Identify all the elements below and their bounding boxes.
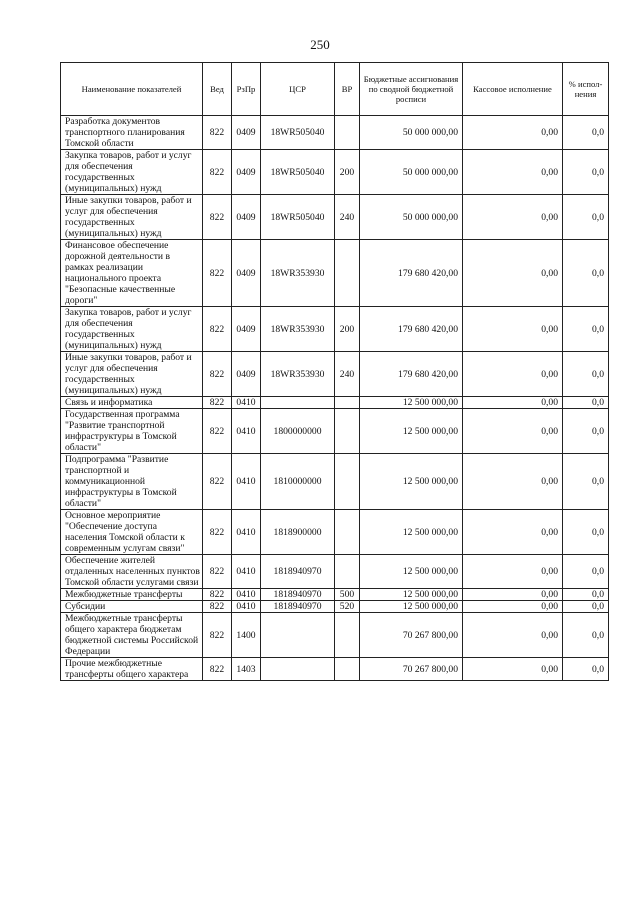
cell-vr — [335, 409, 360, 454]
cell-execution: 0,00 — [463, 307, 563, 352]
cell-csr: 1818900000 — [261, 510, 335, 555]
cell-ved: 822 — [203, 240, 232, 307]
table-row — [61, 195, 609, 240]
cell-percent: 0,0 — [563, 409, 609, 454]
cell-name: Иные закупки товаров, работ и услуг для обеспечения государственных (муниципальных) нужд — [61, 195, 203, 240]
cell-ved: 822 — [203, 613, 232, 658]
cell-execution: 0,00 — [463, 352, 563, 397]
cell-rzpr: 0409 — [232, 195, 261, 240]
cell-name: Закупка товаров, работ и услуг для обеспечения государственных (муниципальных) нужд — [61, 150, 203, 195]
cell-name: Финансовое обеспечение дорожной деятельности в рамках реализации национального проекта "Безопасные качественные дороги" — [61, 240, 203, 307]
cell-csr: 1800000000 — [261, 409, 335, 454]
cell-execution: 0,00 — [463, 613, 563, 658]
cell-assignments: 12 500 000,00 — [360, 397, 463, 409]
cell-csr: 1818940970 — [261, 555, 335, 589]
cell-execution: 0,00 — [463, 658, 563, 681]
cell-assignments: 50 000 000,00 — [360, 116, 463, 150]
cell-percent: 0,0 — [563, 454, 609, 510]
cell-assignments: 50 000 000,00 — [360, 195, 463, 240]
cell-name: Разработка документов транспортного планирования Томской области — [61, 116, 203, 150]
header-execution: Кассовое исполнение — [463, 63, 563, 116]
cell-vr — [335, 658, 360, 681]
cell-rzpr: 0409 — [232, 150, 261, 195]
cell-percent: 0,0 — [563, 601, 609, 613]
cell-csr — [261, 658, 335, 681]
cell-percent: 0,0 — [563, 613, 609, 658]
cell-execution: 0,00 — [463, 589, 563, 601]
cell-name: Закупка товаров, работ и услуг для обеспечения государственных (муниципальных) нужд — [61, 307, 203, 352]
cell-rzpr: 0409 — [232, 352, 261, 397]
cell-ved: 822 — [203, 510, 232, 555]
cell-assignments: 12 500 000,00 — [360, 409, 463, 454]
table-row — [61, 454, 609, 510]
cell-rzpr: 1403 — [232, 658, 261, 681]
cell-ved: 822 — [203, 454, 232, 510]
cell-rzpr: 0410 — [232, 555, 261, 589]
cell-execution: 0,00 — [463, 510, 563, 555]
cell-rzpr: 0409 — [232, 240, 261, 307]
table-row — [61, 116, 609, 150]
cell-execution: 0,00 — [463, 555, 563, 589]
cell-rzpr: 0409 — [232, 307, 261, 352]
cell-assignments: 12 500 000,00 — [360, 555, 463, 589]
cell-vr — [335, 240, 360, 307]
cell-percent: 0,0 — [563, 397, 609, 409]
cell-csr: 1810000000 — [261, 454, 335, 510]
header-ved: Вед — [203, 63, 232, 116]
cell-percent: 0,0 — [563, 240, 609, 307]
table-body — [61, 116, 609, 681]
cell-assignments: 12 500 000,00 — [360, 589, 463, 601]
cell-name: Межбюджетные трансферты — [61, 589, 203, 601]
cell-rzpr: 0410 — [232, 454, 261, 510]
cell-rzpr: 0410 — [232, 409, 261, 454]
cell-percent: 0,0 — [563, 510, 609, 555]
cell-name: Основное мероприятие "Обеспечение доступа населения Томской области к современным услугам связи" — [61, 510, 203, 555]
cell-assignments: 12 500 000,00 — [360, 454, 463, 510]
table-row — [61, 589, 609, 601]
table-row — [61, 613, 609, 658]
cell-percent: 0,0 — [563, 555, 609, 589]
cell-assignments: 179 680 420,00 — [360, 240, 463, 307]
table-row — [61, 409, 609, 454]
cell-execution: 0,00 — [463, 240, 563, 307]
cell-name: Прочие межбюджетные трансферты общего характера — [61, 658, 203, 681]
cell-percent: 0,0 — [563, 589, 609, 601]
cell-name: Субсидии — [61, 601, 203, 613]
cell-csr: 1818940970 — [261, 589, 335, 601]
cell-name: Связь и информатика — [61, 397, 203, 409]
cell-assignments: 70 267 800,00 — [360, 658, 463, 681]
cell-name: Государственная программа "Развитие транспортной инфраструктуры в Томской области" — [61, 409, 203, 454]
cell-ved: 822 — [203, 555, 232, 589]
cell-assignments: 70 267 800,00 — [360, 613, 463, 658]
cell-ved: 822 — [203, 352, 232, 397]
cell-ved: 822 — [203, 397, 232, 409]
cell-name: Подпрограмма "Развитие транспортной и коммуникационной инфраструктуры в Томской области" — [61, 454, 203, 510]
cell-ved: 822 — [203, 409, 232, 454]
cell-percent: 0,0 — [563, 150, 609, 195]
cell-ved: 822 — [203, 658, 232, 681]
cell-csr: 18WR353930 — [261, 240, 335, 307]
cell-execution: 0,00 — [463, 409, 563, 454]
cell-rzpr: 1400 — [232, 613, 261, 658]
cell-csr: 18WR353930 — [261, 307, 335, 352]
cell-assignments: 179 680 420,00 — [360, 352, 463, 397]
cell-vr — [335, 397, 360, 409]
cell-execution: 0,00 — [463, 397, 563, 409]
cell-assignments: 12 500 000,00 — [360, 510, 463, 555]
budget-table — [60, 62, 609, 681]
cell-csr: 18WR353930 — [261, 352, 335, 397]
cell-vr: 500 — [335, 589, 360, 601]
cell-vr: 520 — [335, 601, 360, 613]
table-row — [61, 150, 609, 195]
cell-vr — [335, 454, 360, 510]
cell-csr: 1818940970 — [261, 601, 335, 613]
cell-percent: 0,0 — [563, 116, 609, 150]
page-number: 250 — [310, 37, 330, 52]
cell-ved: 822 — [203, 589, 232, 601]
header-rzpr: РзПр — [232, 63, 261, 116]
cell-name: Обеспечение жителей отдаленных населенных пунктов Томской области услугами связи — [61, 555, 203, 589]
cell-name: Межбюджетные трансферты общего характера бюджетам бюджетной системы Российской Федерации — [61, 613, 203, 658]
cell-vr: 240 — [335, 195, 360, 240]
cell-csr: 18WR505040 — [261, 195, 335, 240]
table-row — [61, 658, 609, 681]
cell-vr — [335, 555, 360, 589]
header-assignments: Бюджетные ассигнования по сводной бюджетной росписи — [360, 63, 463, 116]
cell-csr — [261, 613, 335, 658]
header-csr: ЦСР — [261, 63, 335, 116]
cell-name: Иные закупки товаров, работ и услуг для обеспечения государственных (муниципальных) нужд — [61, 352, 203, 397]
table-row — [61, 510, 609, 555]
cell-vr: 200 — [335, 307, 360, 352]
cell-csr — [261, 397, 335, 409]
table-row — [61, 601, 609, 613]
cell-execution: 0,00 — [463, 150, 563, 195]
cell-assignments: 50 000 000,00 — [360, 150, 463, 195]
cell-ved: 822 — [203, 601, 232, 613]
cell-execution: 0,00 — [463, 601, 563, 613]
header-name: Наименование показателей — [61, 63, 203, 116]
cell-vr: 240 — [335, 352, 360, 397]
table-row — [61, 397, 609, 409]
cell-ved: 822 — [203, 195, 232, 240]
cell-percent: 0,0 — [563, 658, 609, 681]
cell-execution: 0,00 — [463, 116, 563, 150]
header-vr: ВР — [335, 63, 360, 116]
cell-execution: 0,00 — [463, 195, 563, 240]
cell-csr: 18WR505040 — [261, 150, 335, 195]
table-row — [61, 352, 609, 397]
cell-vr — [335, 613, 360, 658]
cell-rzpr: 0410 — [232, 510, 261, 555]
cell-rzpr: 0410 — [232, 601, 261, 613]
cell-vr — [335, 116, 360, 150]
header-percent: % испол-нения — [563, 63, 609, 116]
table-header-row — [61, 63, 609, 116]
cell-ved: 822 — [203, 116, 232, 150]
cell-vr: 200 — [335, 150, 360, 195]
cell-percent: 0,0 — [563, 307, 609, 352]
cell-ved: 822 — [203, 307, 232, 352]
cell-vr — [335, 510, 360, 555]
cell-execution: 0,00 — [463, 454, 563, 510]
cell-rzpr: 0410 — [232, 589, 261, 601]
cell-ved: 822 — [203, 150, 232, 195]
table-row — [61, 307, 609, 352]
cell-rzpr: 0410 — [232, 397, 261, 409]
table-row — [61, 240, 609, 307]
cell-percent: 0,0 — [563, 352, 609, 397]
table-row — [61, 555, 609, 589]
cell-csr: 18WR505040 — [261, 116, 335, 150]
cell-rzpr: 0409 — [232, 116, 261, 150]
cell-assignments: 179 680 420,00 — [360, 307, 463, 352]
cell-assignments: 12 500 000,00 — [360, 601, 463, 613]
cell-percent: 0,0 — [563, 195, 609, 240]
